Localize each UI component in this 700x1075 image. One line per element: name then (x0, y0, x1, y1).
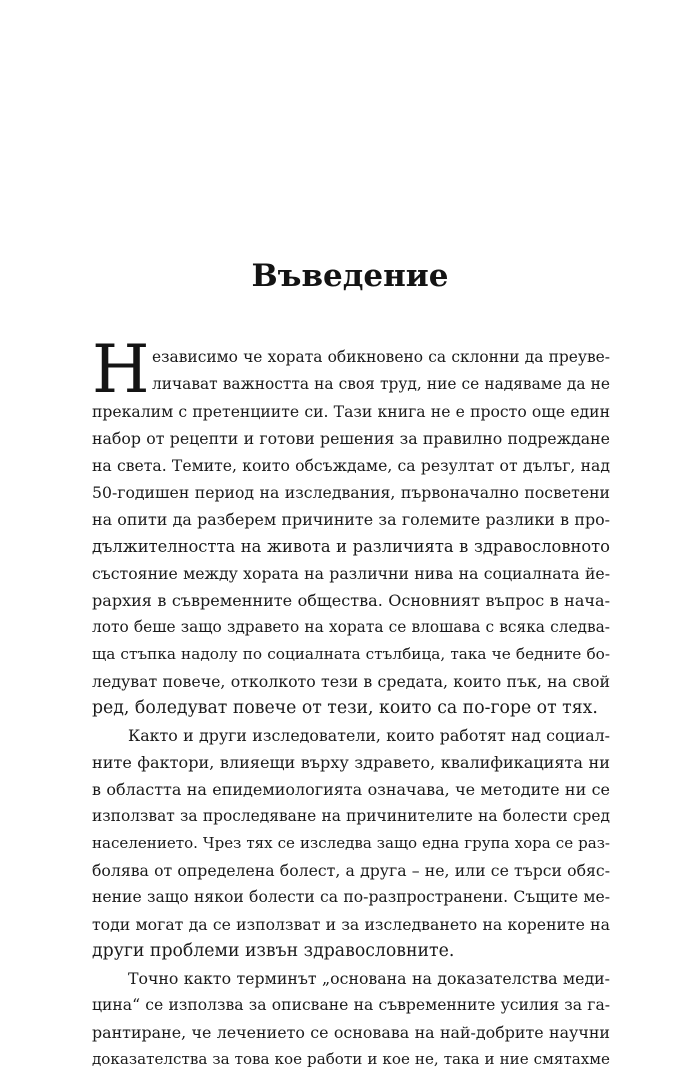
text-line: други проблеми извън здравословните. (92, 941, 455, 961)
text-line: 50-годишен период на изследвания, първоначално посветени (92, 483, 610, 502)
text-line: личават важността на своя труд, ние се надяваме да не (152, 375, 610, 393)
text-line: прекалим с претенциите си. Тази книга не е просто още един (92, 402, 610, 421)
text-line: състояние между хората на различни нива на социалната йе- (92, 564, 610, 583)
text-line: набор от рецепти и готови решения за правилно подреждане (92, 429, 610, 448)
text-line: ните фактори, влияещи върху здравето, квалификацията ни (92, 753, 610, 772)
text-line: болява от определена болест, а друга – не, или се търси обяс- (92, 861, 610, 880)
text-line: лото беше защо здравето на хората се влошава с всяка следва- (92, 618, 610, 636)
drop-cap-letter: Н (92, 331, 150, 408)
text-line: нение защо някои болести са по-разпространени. Същите ме- (92, 888, 610, 906)
text-line: Точно както терминът „основана на доказателства меди- (128, 969, 610, 988)
text-line: ледуват повече, отколкото тези в средата, които пък, на свой (92, 672, 610, 691)
text-line: на света. Темите, които обсъждаме, са резултат от дълъг, над (92, 456, 610, 475)
chapter-title: Въведение (251, 258, 449, 294)
text-line: тоди могат да се използват и за изследването на корените на (92, 915, 610, 934)
text-line: ща стъпка надолу по социалната стълбица, така че бедните бо- (92, 645, 610, 663)
text-line: Както и други изследователи, които работят над социал- (128, 726, 610, 745)
body-text (92, 331, 610, 1073)
text-line: рархия в съвременните общества. Основният въпрос в нача- (92, 591, 610, 610)
text-line: рантиране, че лечението се основава на най-добрите научни (92, 1023, 610, 1042)
text-line: в областта на епидемиологията означава, че методите ни се (92, 780, 610, 799)
text-line: езависимо че хората обикновено са склонни да преуве- (152, 348, 610, 366)
text-line: населението. Чрез тях се изследва защо една група хора се раз- (92, 834, 610, 852)
text-line: доказателства за това кое работи и кое не, така и ние смятахме (92, 1050, 610, 1068)
text-line: използват за проследяване на причинителите на болести сред (92, 807, 610, 825)
text-line: дължителността на живота и различията в здравословното (92, 537, 610, 556)
text-line: на опити да разберем причините за големите разлики в про- (92, 510, 610, 529)
text-line: цина“ се използва за описване на съвременните усилия за га- (92, 996, 610, 1014)
text-line: ред, боледуват повече от тези, които са по-горе от тях. (92, 698, 598, 718)
